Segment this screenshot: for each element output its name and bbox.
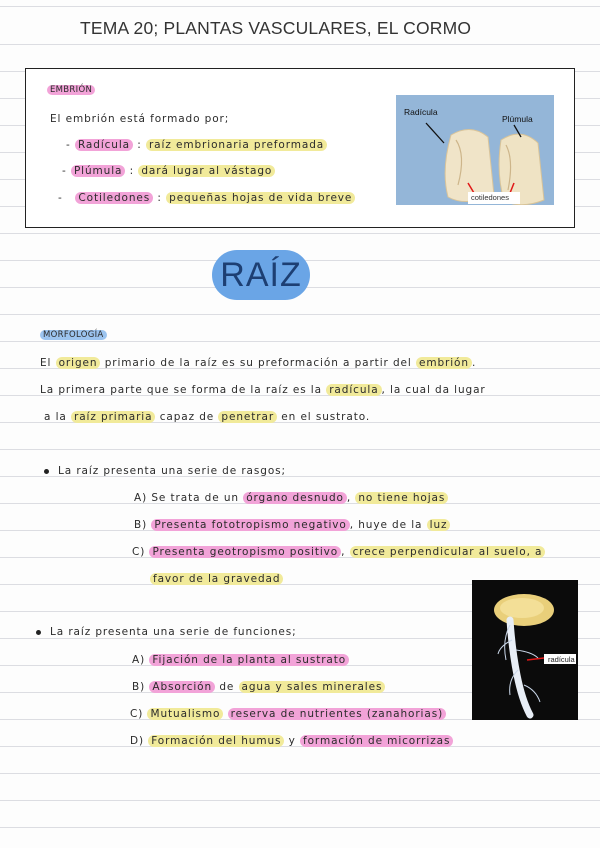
embrion-item-radicula: - Radícula : raíz embrionaria preformada — [66, 139, 327, 151]
root-illustration — [472, 580, 578, 720]
morfologia-line-3: a la raíz primaria capaz de penetrar en el sustrato. — [44, 411, 371, 423]
label-plumula: Plúmula — [502, 114, 533, 124]
embrion-item-cotiledones: - Cotiledones : pequeñas hojas de vida breve — [58, 192, 355, 204]
bullet-rasgos — [44, 469, 49, 474]
label-root-radicula: radícula — [548, 655, 575, 664]
page-title: TEMA 20; PLANTAS VASCULARES, EL CORMO — [80, 18, 472, 38]
bullet-funciones — [36, 630, 41, 635]
funcion-a: A) Fijación de la planta al sustrato — [132, 654, 349, 666]
raiz-title: RAÍZ — [212, 250, 310, 300]
rasgo-c: C) Presenta geotropismo positivo , crece perpendicular al suelo, a — [132, 546, 545, 558]
funcion-b: B) Absorción de agua y sales minerales — [132, 681, 385, 693]
embrion-intro: El embrión está formado por; — [50, 113, 230, 125]
funciones-intro: La raíz presenta una serie de funciones; — [50, 626, 297, 638]
morfologia-line-1: El origen primario de la raíz es su preformación a partir del embrión . — [40, 357, 477, 369]
funcion-c: C) Mutualismo reserva de nutrientes (zanahorias) — [130, 708, 446, 720]
label-radicula: Radícula — [404, 107, 438, 117]
morfologia-heading: MORFOLOGÍA — [40, 330, 107, 340]
label-cotiledones: cotiledones — [471, 193, 509, 202]
funcion-d: D) Formación del humus y formación de micorrizas — [130, 735, 453, 747]
embrion-item-plumula: - Plúmula : dará lugar al vástago — [62, 165, 275, 177]
morfologia-line-2: La primera parte que se forma de la raíz es la radícula , la cual da lugar — [40, 384, 486, 396]
rasgo-b: B) Presenta fototropismo negativo , huye de la luz — [134, 519, 450, 531]
rasgo-a: A) Se trata de un órgano desnudo , no tiene hojas — [134, 492, 448, 504]
rasgo-c-line-2: favor de la gravedad — [150, 573, 283, 585]
rasgos-intro: La raíz presenta una serie de rasgos; — [58, 465, 286, 477]
seed-photo — [396, 95, 554, 205]
root-photo — [472, 580, 578, 720]
embrion-heading: EMBRIÓN — [47, 85, 95, 95]
